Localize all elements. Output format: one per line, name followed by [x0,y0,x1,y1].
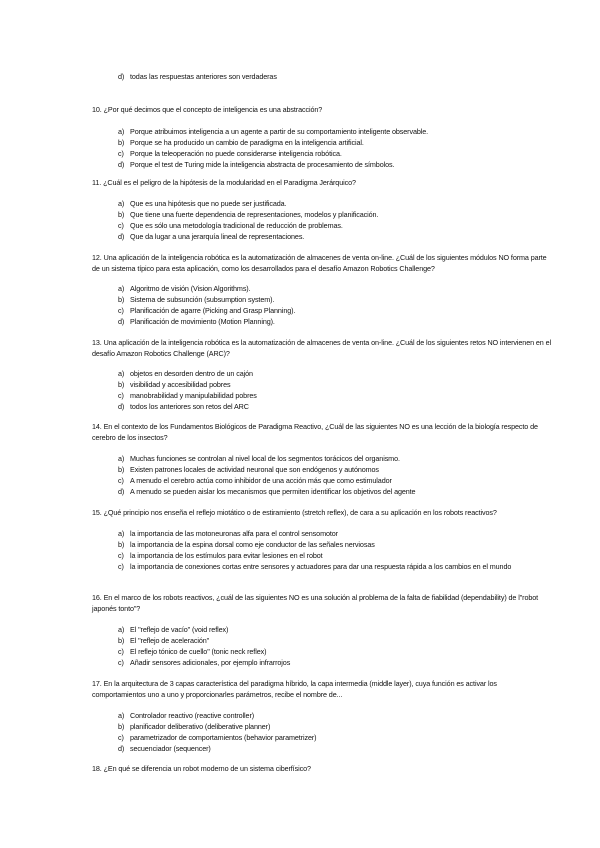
options-list-q13 [118,368,552,412]
question-text: ¿En qué se diferencia un robot moderno de un sistema ciberfísico? [103,764,311,773]
option-a [118,198,552,209]
option-b [118,294,552,305]
question-text: En la arquitectura de 3 capas característica del paradigma híbrido, la capa intermedia (middle layer), cuya función es activar los comportamientos uno a uno y proporcionarles parámetros, recibe el nombre de... [92,679,497,699]
question-18 [92,763,552,774]
options-list-q14 [118,453,552,497]
option-d [118,71,552,82]
option-text: secuenciador (sequencer) [130,744,211,753]
option-letter: a) [118,454,125,463]
question-text: Una aplicación de la inteligencia robótica es la automatización de almacenes de venta on-line. ¿Cuál de los siguientes retos NO intervienen en el desafío Amazon Robotics Challenge (ARC)? [92,338,551,358]
option-text: El "reflejo de aceleración" [130,636,210,645]
option-letter: a) [118,625,125,634]
option-text: manobrabilidad y manipulabilidad pobres [130,391,257,400]
option-letter: c) [118,306,124,315]
question-text: Una aplicación de la inteligencia robótica es la automatización de almacenes de venta on-line. ¿Cuál de los siguientes módulos NO forma parte de un sistema típico para esta aplicación, como los desarrollados para el desafío Amazon Robotics Challenge? [92,253,547,273]
question-number: 12. [92,253,102,262]
question-17 [92,678,552,700]
option-text: Que es una hipótesis que no puede ser justificada. [130,199,287,208]
question-text: ¿Cuál es el peligro de la hipótesis de la modularidad en el Paradigma Jerárquico? [103,178,356,187]
question-10 [92,104,552,115]
options-list-q12 [118,283,552,327]
option-letter: d) [118,317,125,326]
option-letter: c) [118,149,124,158]
question-13 [92,337,552,359]
options-list-q16 [118,624,552,668]
option-b [118,137,552,148]
option-text: Que es sólo una metodología tradicional de reducción de problemas. [130,221,343,230]
option-letter: a) [118,369,125,378]
option-text: la importancia de conexiones cortas entre sensores y actuadores para dar una respuesta rápida a los cambios en el mundo [130,562,512,571]
option-letter: c) [118,391,124,400]
option-text: la importancia de la espina dorsal como eje conductor de las señales nerviosas [130,540,375,549]
option-letter: a) [118,529,125,538]
option-text: El "reflejo de vacío" (void reflex) [130,625,229,634]
option-b [118,379,552,390]
option-text: Que tiene una fuerte dependencia de representaciones, modelos y planificación. [130,210,379,219]
question-number: 18. [92,764,102,773]
option-c [118,550,552,561]
question-16 [92,592,552,614]
option-text: Planificación de agarre (Picking and Grasp Planning). [130,306,296,315]
option-letter: b) [118,295,125,304]
option-text: Muchas funciones se controlan al nivel local de los segmentos torácicos del organismo. [130,454,400,463]
option-c [118,646,552,657]
option-c-2 [118,561,552,572]
options-list-q17 [118,710,552,754]
question-14 [92,421,552,443]
option-letter: c) [118,562,124,571]
question-number: 11. [92,178,102,187]
option-d [118,316,552,327]
option-text: objetos en desorden dentro de un cajón [130,369,253,378]
option-c [118,305,552,316]
option-letter: c) [118,647,124,656]
option-text: la importancia de los estímulos para evitar lesiones en el robot [130,551,323,560]
question-number: 13. [92,338,102,347]
option-letter: c) [118,658,124,667]
option-text: la importancia de las motoneuronas alfa para el control sensomotor [130,529,338,538]
question-11 [92,177,552,188]
question-number: 15. [92,508,102,517]
option-d [118,743,552,754]
option-b [118,539,552,550]
option-letter: b) [118,210,125,219]
option-letter: b) [118,722,125,731]
option-c [118,148,552,159]
option-a [118,624,552,635]
option-text: A menudo el cerebro actúa como inhibidor de una acción más que como estimulador [130,476,392,485]
option-d [118,159,552,170]
option-b [118,209,552,220]
option-a [118,528,552,539]
option-c [118,390,552,401]
option-letter: c) [118,733,124,742]
option-text: Que da lugar a una jerarquía lineal de representaciones. [130,232,305,241]
options-list-q10 [118,126,552,170]
option-c [118,732,552,743]
option-text: Porque se ha producido un cambio de paradigma en la inteligencia artificial. [130,138,364,147]
option-a [118,283,552,294]
question-text: En el marco de los robots reactivos, ¿cuál de las siguientes NO es una solución al problema de la falta de fiabilidad (dependability) de l"robot japonés tonto"? [92,593,539,613]
option-letter: c) [118,476,124,485]
question-number: 10. [92,105,102,114]
option-d [118,231,552,242]
options-list-q9 [118,71,552,82]
option-letter: d) [118,487,125,496]
option-text: El reflejo tónico de cuello" (tonic neck reflex) [130,647,267,656]
option-text: Porque el test de Turing mide la inteligencia abstracta de procesamiento de símbolos. [130,160,395,169]
option-text: Sistema de subsunción (subsumption system). [130,295,275,304]
option-d [118,401,552,412]
option-letter: a) [118,711,125,720]
option-text: Porque atribuimos inteligencia a un agente a partir de su comportamiento inteligente observable. [130,127,429,136]
option-text: A menudo se pueden aislar los mecanismos que permiten identificar los objetivos del agente [130,487,416,496]
option-letter: d) [118,160,125,169]
option-text: Existen patrones locales de actividad neuronal que son endógenos y autónomos [130,465,379,474]
question-text: En el contexto de los Fundamentos Biológicos de Paradigma Reactivo, ¿Cuál de las siguientes NO es una lección de la biología respecto de cerebro de los insectos? [92,422,538,442]
option-d [118,486,552,497]
option-c [118,220,552,231]
option-text: todas las respuestas anteriores son verdaderas [130,72,277,81]
option-a [118,710,552,721]
question-12 [92,252,552,274]
option-text: todos los anteriores son retos del ARC [130,402,249,411]
option-text: Algoritmo de visión (Vision Algorithms). [130,284,251,293]
question-text: ¿Qué principio nos enseña el reflejo miotático o de estiramiento (stretch reflex), de cara a su aplicación en los robots reactivos? [103,508,497,517]
question-number: 17. [92,679,102,688]
question-15 [92,507,552,518]
option-text: Controlador reactivo (reactive controller) [130,711,255,720]
option-text: Añadir sensores adicionales, por ejemplo infrarrojos [130,658,291,667]
option-letter: b) [118,636,125,645]
option-letter: c) [118,221,124,230]
option-text: Planificación de movimiento (Motion Planning). [130,317,275,326]
option-letter: b) [118,380,125,389]
option-letter: b) [118,465,125,474]
options-list-q11 [118,198,552,242]
option-text: visibilidad y accesibilidad pobres [130,380,231,389]
question-number: 16. [92,593,102,602]
option-text: parametrizador de comportamientos (behavior parametrizer) [130,733,317,742]
option-text: Porque la teleoperación no puede considerarse inteligencia robótica. [130,149,342,158]
option-letter: c) [118,551,124,560]
option-letter: d) [118,744,125,753]
options-list-q15 [118,528,552,572]
option-a [118,126,552,137]
option-letter: a) [118,199,125,208]
option-letter: d) [118,72,125,81]
option-a [118,453,552,464]
option-a [118,368,552,379]
option-b [118,635,552,646]
question-text: ¿Por qué decimos que el concepto de inteligencia es una abstracción? [103,105,323,114]
option-b [118,464,552,475]
option-b [118,721,552,732]
option-letter: a) [118,284,125,293]
option-letter: d) [118,232,125,241]
option-letter: b) [118,540,125,549]
option-letter: d) [118,402,125,411]
option-c [118,475,552,486]
option-letter: b) [118,138,125,147]
option-letter: a) [118,127,125,136]
question-number: 14. [92,422,102,431]
option-c-2 [118,657,552,668]
option-text: planificador deliberativo (deliberative planner) [130,722,271,731]
